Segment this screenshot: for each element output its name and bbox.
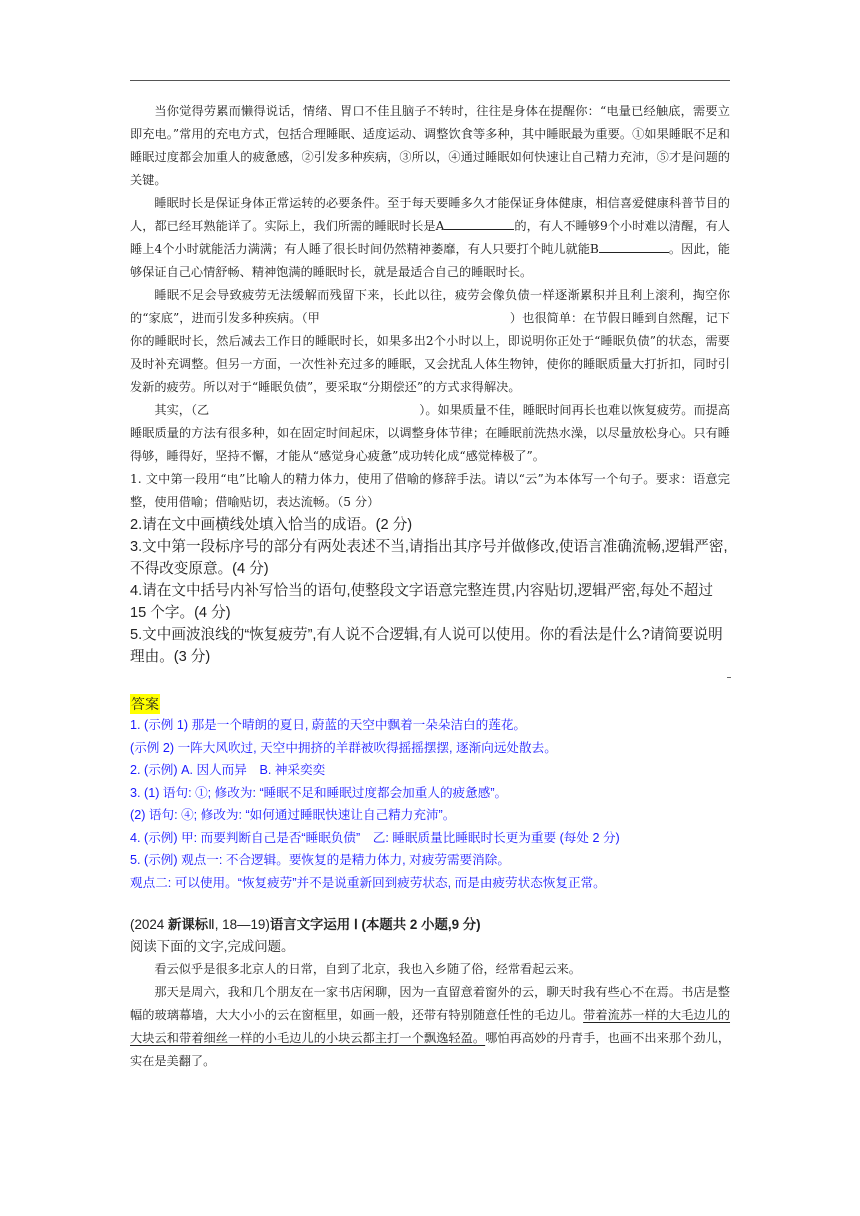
- answer-line: 5. (示例) 观点一: 不合逻辑。要恢复的是精力体力, 对疲劳需要消除。: [130, 853, 510, 867]
- answer-line: (示例 2) 一阵大风吹过, 天空中拥挤的羊群被吹得摇摇摆摆, 逐渐向远处散去。: [130, 740, 557, 755]
- answer-line: 2. (示例) A. 因人而异 B. 神采奕奕: [130, 763, 326, 777]
- heading-bold: 语言文字运用 Ⅰ (本题共 2 小题,9 分): [269, 917, 481, 932]
- blank-b[interactable]: [599, 239, 669, 253]
- answers-section: [130, 694, 730, 894]
- passage-text: 睡眠时长是保证身体正常运转的必要条件。至于每天要睡多久才能保证身体健康，相信喜爱健康科普节目的人，都已经耳熟能详了。实际上，我们所需的睡眠时长是A: [130, 196, 730, 233]
- question-3: 3.文中第一段标序号的部分有两处表述不当,请指出其序号并做修改,使语言准确流畅,逻辑严密,不得改变原意。(4 分): [130, 539, 728, 577]
- blank-a[interactable]: [444, 216, 514, 230]
- next-paragraph-1: 看云似乎是很多北京人的日常，自到了北京，我也入乡随了俗，经常看起云来。: [154, 962, 581, 976]
- question-2: 2.请在文中画横线处填入恰当的成语。(2 分): [130, 517, 413, 533]
- answer-line: 4. (示例) 甲: 而要判断自己是否“睡眠负债” 乙: 睡眠质量比睡眠时长更为重要 (每处 2 分): [130, 830, 620, 845]
- passage-text: 。而提高睡眠质量的方法有很多种，如在固定时间起床，以调整身体节律；在睡眠前洗热水澡，以尽量放松身心。只有睡得够，睡得好，坚持不懈，才能从“感觉身心疲惫”成功转化成“感觉棒极了”。: [130, 403, 731, 463]
- question-5: 5.文中画波浪线的“恢复疲劳”,有人说不合逻辑,有人说可以使用。你的看法是什么?请简要说明理由。(3 分): [130, 627, 723, 665]
- section-heading: [130, 914, 730, 936]
- passage-paragraph-4: [130, 399, 730, 468]
- passage-paragraph-3: [130, 284, 730, 399]
- passage-text: ）也很简单：在节假日睡到自然醒，记下你的睡眠时长，然后减去工作日的睡眠时长，如果多出2个小时以上，即说明你正处于“睡眠负债”的状态，需要及时补充调整。但另一方面，一次性补充过多的睡眠，又会扰乱人体生物钟，使你的睡眠质量大打折扣，同时引发新的疲劳。所以对于“睡眠负债”，要采取“分期偿还”的方式求得解决。: [130, 311, 730, 394]
- passage-text: 哪怕再高妙的丹青手，也画不出来那个劲儿，实在是美翻了。: [130, 1031, 731, 1068]
- document-page: [130, 100, 730, 1073]
- question-4: 4.请在文中括号内补写恰当的语句,使整段文字语意完整连贯,内容贴切,逻辑严密,每处不超过 15 个字。(4 分): [130, 583, 713, 621]
- answer-line: (2) 语句: ④; 修改为: “如何通过睡眠快速让自己精力充沛”。: [130, 808, 456, 822]
- answer-line: 1. (示例 1) 那是一个晴朗的夏日, 蔚蓝的天空中飘着一朵朵洁白的莲花。: [130, 718, 527, 732]
- passage-text: 其实，（乙: [154, 403, 210, 417]
- passage-text: 的，有人不睡够9个小时难以清醒，有人睡上4个小时就能活力满满；有人睡了很长时间仍然精神萎靡，有人只要打个盹儿就能B: [130, 219, 730, 256]
- heading-text: Ⅱ, 18—19): [208, 917, 270, 932]
- passage-text: ）。如果质量不佳，睡眠时间再长也难以恢复: [419, 403, 657, 417]
- section-instruction: 阅读下面的文字,完成问题。: [130, 939, 295, 954]
- margin-dash: [727, 677, 731, 678]
- heading-bold: 新课标: [167, 917, 209, 932]
- passage-paragraph-2: [130, 192, 730, 284]
- passage-text: 睡眠不足会导致疲劳无法缓解而残留下来，长此以往，疲劳会像负债一样逐渐累积并且利上滚利，掏空你的“家底”，进而引发多种疾病。（甲: [130, 288, 730, 325]
- wavy-underlined-text: 疲劳: [656, 403, 682, 417]
- question-1: 1. 文中第一段用“电”比喻人的精力体力，使用了借喻的修辞手法。请以“云”为本体写一个句子。要求：语意完整，使用借喻；借喻贴切，表达流畅。（5 分）: [130, 472, 730, 509]
- underlined-sentence: 带着流苏一样的大毛边儿的大块云和带着细丝一样的小毛边儿的小块云都主打一个飘逸轻盈。: [130, 1008, 731, 1045]
- next-paragraph-2: [130, 981, 730, 1073]
- passage-text: 那天是周六，我和几个朋友在一家书店闲聊，因为一直留意着窗外的云，聊天时我有些心不在焉。书店是整幅的玻璃幕墙，大大小小的云在窗框里，如画一般，还带有特别随意任性的毛边儿。: [130, 985, 730, 1022]
- passage-text: 。因此，能够保证自己心情舒畅、精神饱满的睡眠时长，就是最适合自己的睡眠时长。: [130, 242, 730, 279]
- passage-paragraph-1: 当你觉得劳累而懒得说话，情绪、胃口不佳且脑子不转时，往往是身体在提醒你：“电量已经触底，需要立即充电。”常用的充电方式，包括合理睡眠、适度运动、调整饮食等多种，其中睡眠最为重要。①如果睡眠不足和睡眠过度都会加重人的疲惫感，②引发多种疾病，③所以，④通过睡眠如何快速让自己精力充沛，⑤才是问题的关键。: [130, 104, 730, 187]
- answer-line: 3. (1) 语句: ①; 修改为: “睡眠不足和睡眠过度都会加重人的疲惫感”。: [130, 785, 508, 800]
- heading-text: (2024: [130, 917, 168, 932]
- answer-line: 观点二: 可以使用。“恢复疲劳”并不是说重新回到疲劳状态, 而是由疲劳状态恢复正常。: [130, 875, 606, 890]
- answers-title: 答案: [131, 696, 159, 712]
- header-rule: [130, 80, 730, 81]
